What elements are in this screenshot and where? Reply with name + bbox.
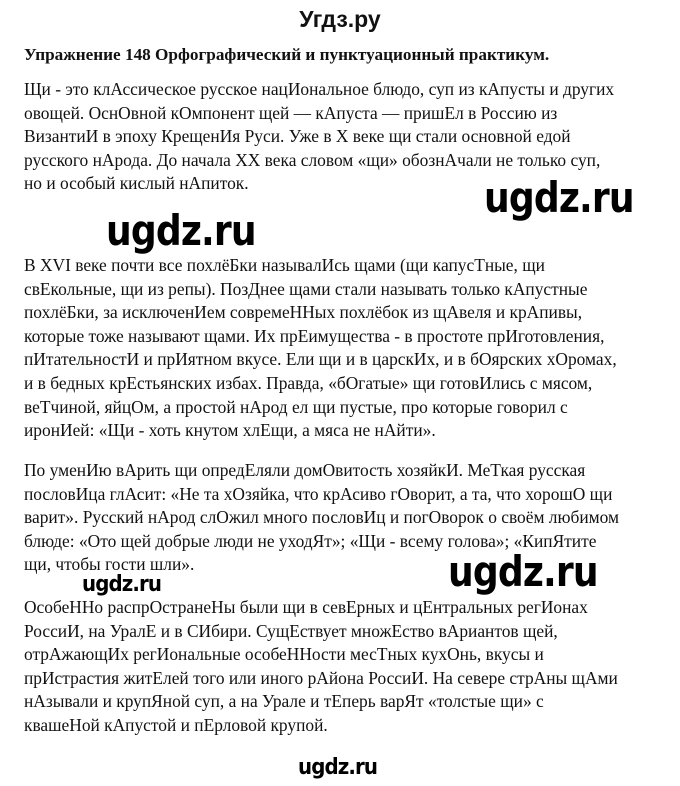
text-line: РоссиИ, на УралЕ и в СИбири. СущЕствует множЕство вАриантов щей, (24, 620, 558, 641)
paragraph-4 (24, 596, 674, 738)
watermark: ugdz.ru (484, 173, 634, 222)
text-line: нАзывали и крупЯной суп, а на Урале и тЕперь варЯт «толстые щи» с (24, 691, 544, 712)
text-line: отрАжающИх регИональные особеННости месТных кухОнь, вкусы и (24, 644, 544, 665)
text-line: квашеНой кАпустой и пЕрловой крупой. (24, 714, 328, 735)
text-line: блюде: «Ото щей добрые люди не уходЯт»; «Щи - всему голова»; «КипЯтите (24, 530, 597, 551)
watermark: ugdz.ru (448, 547, 598, 596)
text-line: иронИей: «Щи - хоть кнутом хлЕщи, а мяса не нАйти». (24, 420, 436, 441)
site-title: Угдз.ру (299, 6, 381, 32)
text-line: щи, чтобы гости шли». (24, 554, 195, 575)
text-line: похлёБки, за исключенИем совремеННых похлёбок из щАвеля и крАпивы, (24, 302, 583, 323)
text-line: пИтательностИ и прИятном вкусе. Ели щи и в царскИх, и в бОярских хОромах, (24, 349, 617, 370)
text-line: По уменИю вАрить щи опредЕляли домОвитость хозяйкИ. МеТкая русская (24, 460, 586, 480)
text-line: овощей. ОснОвной кОмпонент щей — кАпуста — пришЕл в Россию из (24, 102, 558, 123)
text-line: ОсобеННо распрОстранеНы были щи в севЕрных и цЕнтральных регИонах (24, 597, 588, 617)
text-line: веТчиной, яйцОм, а простой нАрод ел щи пустые, про которые говорил с (24, 396, 568, 417)
watermark: ugdz.ru (82, 572, 162, 597)
exercise-title: Упражнение 148 Орфографический и пунктуационный практикум. (24, 45, 550, 64)
paragraph-2 (24, 254, 674, 443)
watermark: ugdz.ru (298, 755, 378, 780)
watermark: ugdz.ru (106, 206, 256, 255)
text-line: но и особый кислый нАпиток. (24, 173, 249, 194)
text-line: В XVI веке почти все похлёБки называлИсь щами (щи капусТные, щи (24, 255, 545, 275)
text-line: варит». Русский нАрод слОжил много пословИц и погОворок о своём любимом (24, 507, 620, 528)
text-line: свЕкольные, щи из репы). ПозДнее щами стали называть только кАпустные (24, 278, 588, 299)
text-line: и в бедных крЕстьянских избах. Правда, «бОгатые» щи готовИлись с мясом, (24, 372, 593, 393)
text-line: русского нАрода. До начала XX века словом «щи» обознАчали не только суп, (24, 149, 601, 170)
text-line: прИстрастия житЕлей того или иного рАйона РоссиИ. На севере стрАны щАми (24, 667, 618, 688)
text-line: Щи - это клАссическое русское нацИональное блюдо, суп из кАпусты и других (24, 79, 615, 99)
text-line: ВизантиИ в эпоху КрещенИя Руси. Уже в X веке щи стали основной едой (24, 126, 571, 147)
text-line: пословИца глАсит: «Не та хОзяйка, что крАсиво гОворит, а та, что хорошО щи (24, 483, 613, 504)
text-line: которые тоже называют щами. Их прЕимущества - в простоте прИготовления, (24, 325, 605, 346)
